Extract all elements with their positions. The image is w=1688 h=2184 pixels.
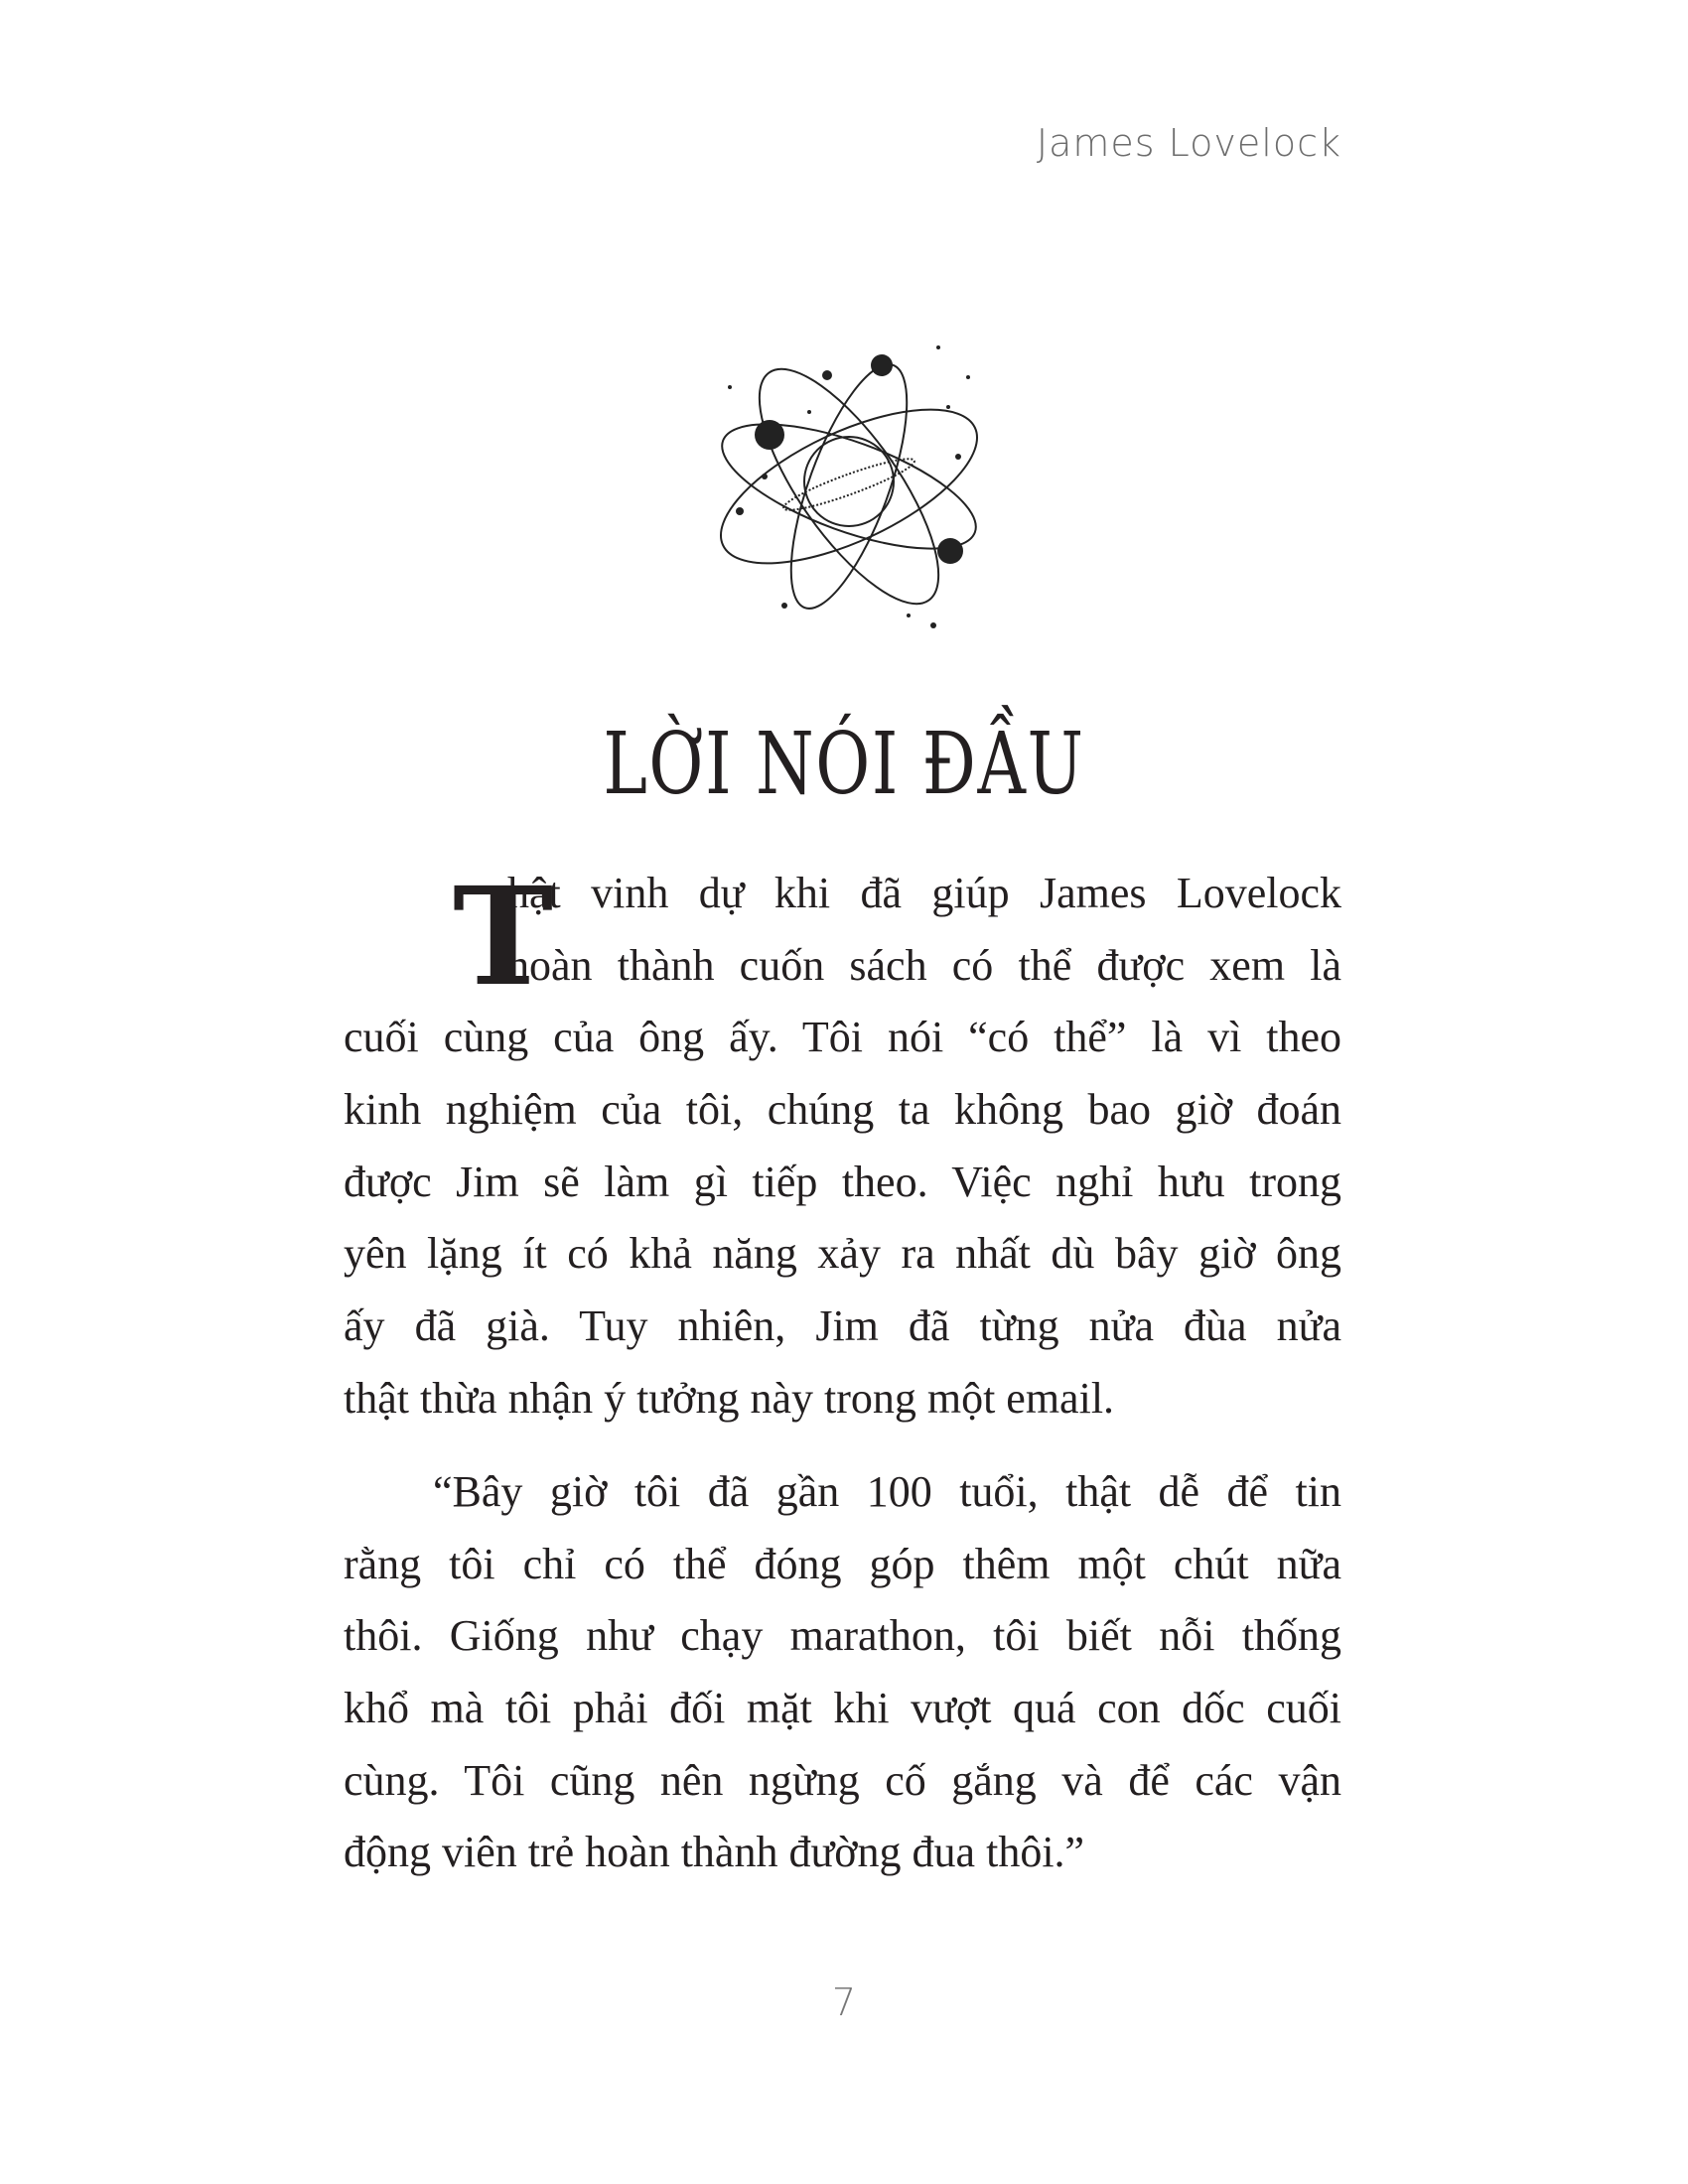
planetary-orbits-illustration xyxy=(700,328,998,640)
chapter-title: LỜI NÓI ĐẦU xyxy=(603,715,1085,814)
running-head: James Lovelock xyxy=(1036,121,1341,165)
drop-cap: T xyxy=(453,858,554,1017)
planet xyxy=(871,354,893,376)
text-line: hật vinh dự khi đã giúp James Lovelock xyxy=(507,869,1341,917)
text-line: thôi. Giống như chạy marathon, tôi biết nỗi thống xyxy=(344,1611,1341,1661)
paragraph-1 xyxy=(344,858,1341,1435)
text-line: “Bây giờ tôi đã gần 100 tuổi, thật dễ để tin xyxy=(433,1467,1341,1516)
planet xyxy=(755,420,784,450)
text-line: cuối cùng của ông ấy. Tôi nói “có thể” là vì theo xyxy=(344,1013,1341,1062)
text-line: rằng tôi chỉ có thể đóng góp thêm một chút nữa xyxy=(344,1539,1341,1588)
text-line: thật thừa nhận ý tưởng này trong một email. xyxy=(344,1373,1115,1423)
text-line: được Jim sẽ làm gì tiếp theo. Việc nghỉ hưu trong xyxy=(344,1157,1341,1206)
text-line: khổ mà tôi phải đối mặt khi vượt quá con dốc cuối xyxy=(344,1684,1341,1733)
text-line: kinh nghiệm của tôi, chúng ta không bao giờ đoán xyxy=(344,1085,1341,1135)
text-line: ấy đã già. Tuy nhiên, Jim đã từng nửa đùa nửa xyxy=(344,1301,1341,1351)
paragraph-2 xyxy=(344,1456,1341,1889)
text-line: yên lặng ít có khả năng xảy ra nhất dù bây giờ ông xyxy=(344,1229,1341,1279)
orbit xyxy=(729,344,970,629)
orbit xyxy=(768,351,930,621)
page-number: 7 xyxy=(831,1980,857,2024)
central-planet xyxy=(804,437,894,526)
text-line: hoàn thành cuốn sách có thể được xem là xyxy=(507,940,1341,990)
text-line: động viên trẻ hoàn thành đường đua thôi.” xyxy=(344,1828,1085,1877)
planet xyxy=(937,538,963,564)
text-line: cùng. Tôi cũng nên ngừng cố gắng và để các vận xyxy=(344,1755,1341,1805)
